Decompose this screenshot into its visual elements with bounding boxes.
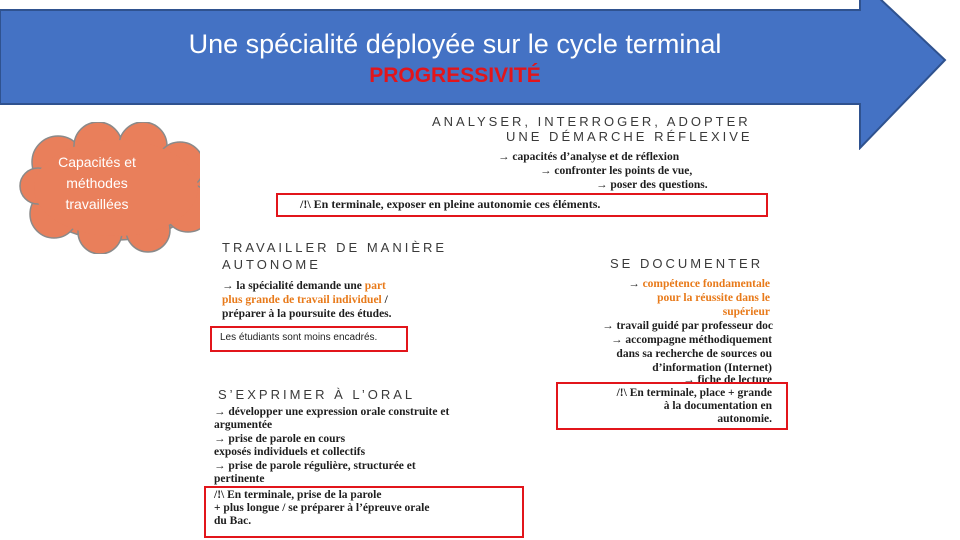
slide-title-block bbox=[0, 28, 910, 90]
analyser-heading-1: ANALYSER, INTERROGER, ADOPTER bbox=[432, 114, 751, 129]
documenter-line-1: → compétence fondamentale bbox=[628, 278, 770, 290]
analyser-item-2: → confronter les points de vue, bbox=[540, 165, 693, 177]
analyser-heading-2: UNE DÉMARCHE RÉFLEXIVE bbox=[506, 129, 753, 144]
analyser-item-3: → poser des questions. bbox=[596, 179, 708, 191]
documenter-line-4: → travail guidé par professeur doc bbox=[602, 320, 773, 332]
travailler-heading-2: AUTONOME bbox=[222, 257, 321, 272]
oral-highlight-3: du Bac. bbox=[214, 515, 252, 527]
slide-subtitle: PROGRESSIVITÉ bbox=[369, 64, 541, 87]
document-image bbox=[200, 108, 790, 540]
oral-line-1: → développer une expression orale construite et bbox=[214, 406, 450, 418]
slide-title: Une spécialité déployée sur le cycle terminal bbox=[188, 29, 722, 59]
documenter-highlight-2: à la documentation en bbox=[663, 400, 772, 412]
documenter-line-2: pour la réussite dans le bbox=[657, 292, 770, 304]
documenter-line-5: → accompagne méthodiquement bbox=[611, 334, 772, 346]
documenter-line-3: supérieur bbox=[722, 306, 770, 318]
callout-line-2: méthodes bbox=[66, 175, 128, 191]
travailler-line-1: → la spécialité demande une part bbox=[222, 280, 386, 292]
documenter-heading: SE DOCUMENTER bbox=[610, 256, 764, 271]
cloud-callout-text bbox=[38, 152, 156, 215]
oral-highlight-1: /!\ En terminale, prise de la parole bbox=[214, 489, 382, 501]
travailler-highlight-text: Les étudiants sont moins encadrés. bbox=[220, 332, 378, 343]
callout-line-1: Capacités et bbox=[58, 154, 136, 170]
analyser-item-1: → capacités d’analyse et de réflexion bbox=[498, 151, 680, 163]
documenter-line-7: d’information (Internet) bbox=[652, 362, 772, 374]
callout-line-3: travaillées bbox=[65, 196, 129, 212]
oral-heading: S’EXPRIMER À L’ORAL bbox=[218, 387, 416, 402]
documenter-highlight-3: autonomie. bbox=[717, 413, 772, 425]
documenter-line-6: dans sa recherche de sources ou bbox=[616, 348, 772, 360]
travailler-line-3: préparer à la poursuite des études. bbox=[222, 308, 392, 320]
oral-line-5: → prise de parole régulière, structurée et bbox=[214, 460, 416, 472]
oral-line-2: argumentée bbox=[214, 419, 273, 431]
analyser-highlight-text: /!\ En terminale, exposer en pleine autonomie ces éléments. bbox=[300, 197, 601, 211]
oral-line-4: exposés individuels et collectifs bbox=[214, 446, 366, 458]
documenter-highlight-1: /!\ En terminale, place + grande bbox=[616, 387, 772, 399]
oral-line-3: → prise de parole en cours bbox=[214, 433, 346, 445]
travailler-heading-1: TRAVAILLER DE MANIÈRE bbox=[222, 240, 448, 255]
oral-line-6: pertinente bbox=[214, 473, 265, 485]
oral-highlight-2: + plus longue / se préparer à l’épreuve orale bbox=[214, 502, 430, 514]
travailler-line-2: plus grande de travail individuel / bbox=[222, 294, 388, 306]
documenter-line-8: → fiche de lecture bbox=[683, 374, 772, 386]
